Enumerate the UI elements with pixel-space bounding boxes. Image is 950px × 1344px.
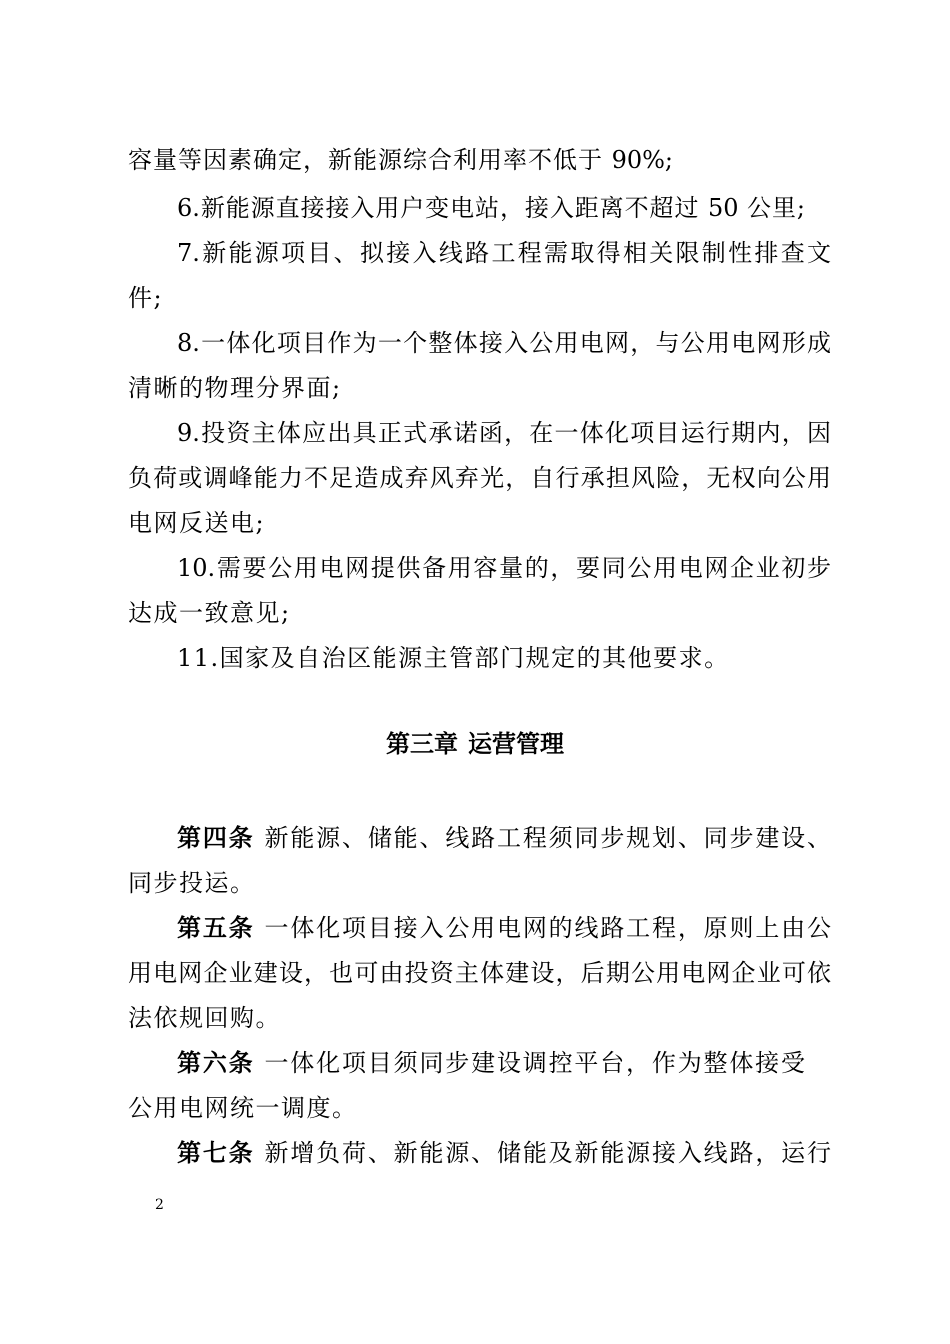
text-line: 同步投运。: [128, 869, 256, 897]
chapter-heading: [0, 728, 950, 760]
article-label: 第四条: [177, 824, 255, 852]
chapter-number: 第三章: [386, 730, 458, 758]
article-6-line-1: [177, 1047, 805, 1079]
text-line: 10.需要公用电网提供备用容量的，要同公用电网企业初步: [177, 554, 831, 582]
text-line: 件;: [128, 284, 164, 312]
text-line: 达成一致意见;: [128, 599, 291, 627]
article-text: 一体化项目须同步建设调控平台，作为整体接受: [264, 1049, 806, 1077]
text-line: 容量等因素确定，新能源综合利用率不低于 90%;: [128, 146, 673, 174]
page-number: 2: [155, 1197, 164, 1213]
text-line: 负荷或调峰能力不足造成弃风弃光，自行承担风险，无权向公用: [128, 464, 831, 492]
text-line: 6.新能源直接接入用户变电站，接入距离不超过 50 公里;: [177, 194, 805, 222]
article-label: 第五条: [177, 914, 255, 942]
text-line: 法依规回购。: [128, 1004, 281, 1032]
text-line: 公用电网统一调度。: [128, 1094, 358, 1122]
article-label: 第六条: [177, 1049, 255, 1077]
chapter-name: 运营管理: [468, 730, 564, 758]
article-text: 新增负荷、新能源、储能及新能源接入线路，运行: [264, 1139, 831, 1167]
text-line: 11.国家及自治区能源主管部门规定的其他要求。: [177, 644, 730, 672]
text-line: 8.一体化项目作为一个整体接入公用电网，与公用电网形成: [177, 329, 831, 357]
text-line: 电网反送电;: [128, 509, 266, 537]
article-4-line-1: [177, 822, 831, 854]
article-label: 第七条: [177, 1139, 255, 1167]
article-7-line-1: [177, 1137, 831, 1169]
text-line: 清晰的物理分界面;: [128, 374, 342, 402]
article-5-line-1: [177, 912, 831, 944]
article-text: 一体化项目接入公用电网的线路工程，原则上由公: [264, 914, 831, 942]
text-line: 9.投资主体应出具正式承诺函，在一体化项目运行期内，因: [177, 419, 831, 447]
text-line: 7.新能源项目、拟接入线路工程需取得相关限制性排查文: [177, 239, 831, 267]
text-line: 用电网企业建设，也可由投资主体建设，后期公用电网企业可依: [128, 959, 831, 987]
article-text: 新能源、储能、线路工程须同步规划、同步建设、: [264, 824, 831, 852]
